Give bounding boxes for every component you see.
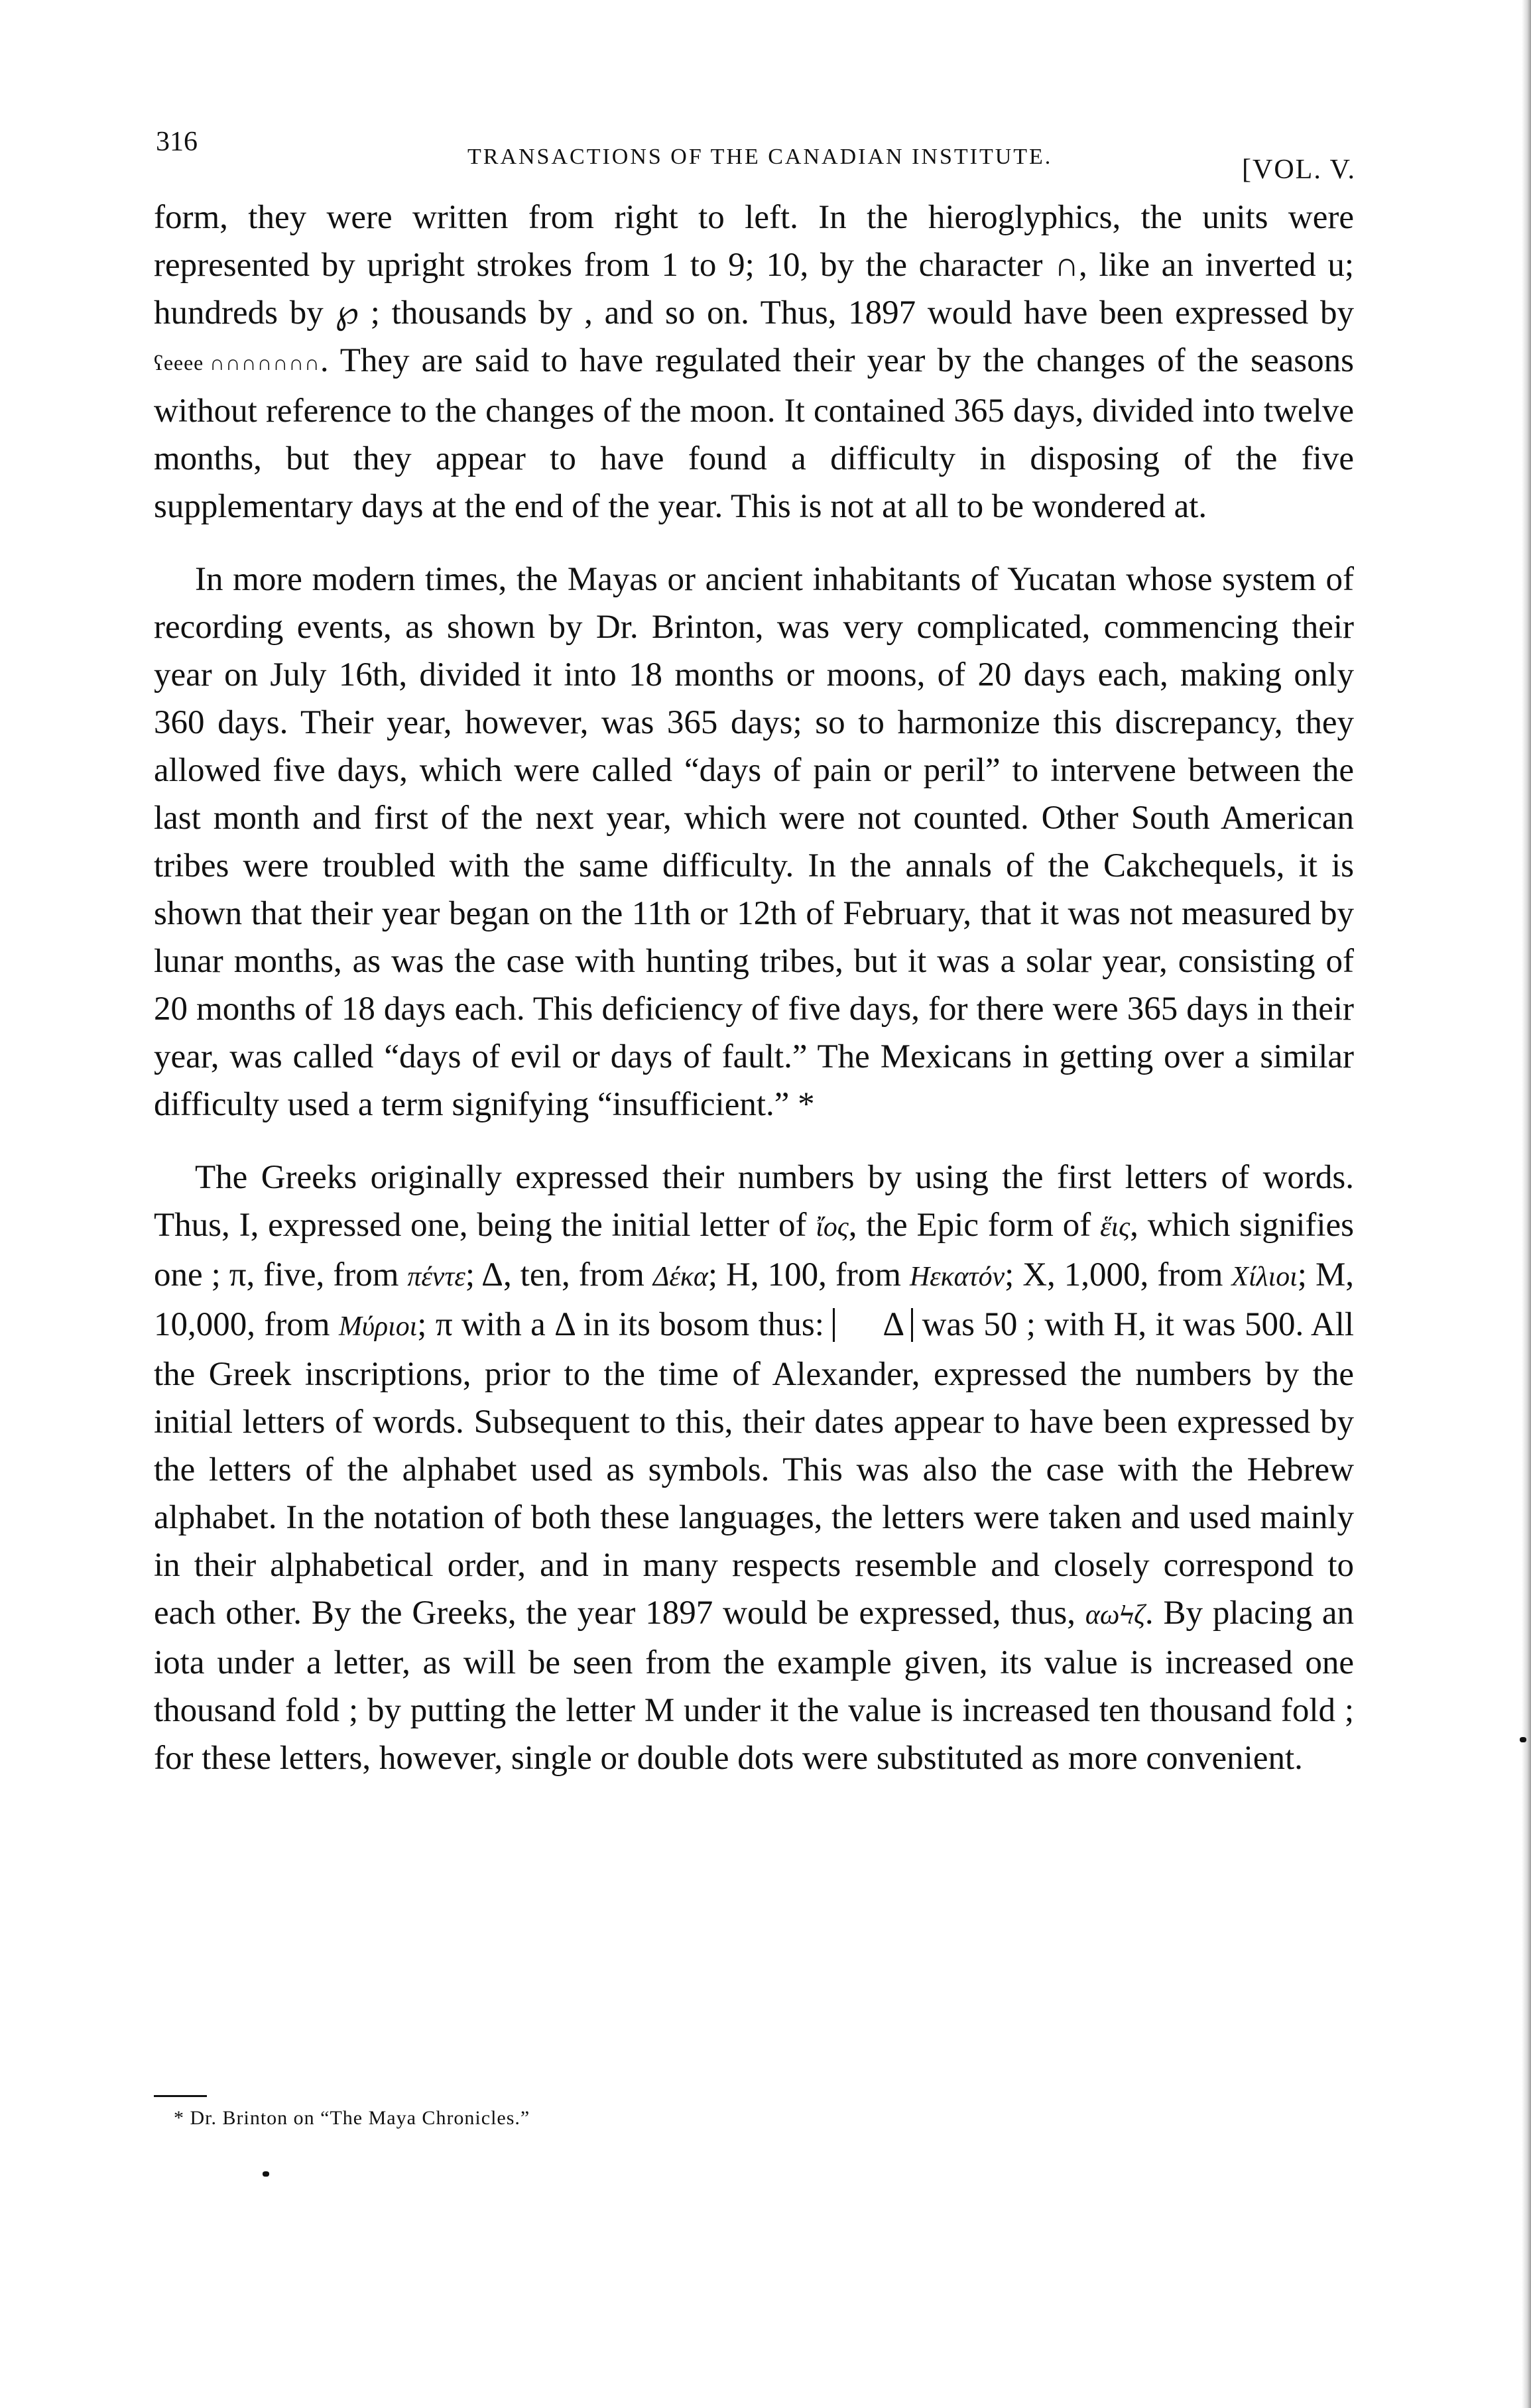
page-edge-shadow bbox=[1522, 0, 1531, 2408]
greek-word: Δέκα bbox=[652, 1262, 708, 1293]
footnote-rule bbox=[154, 2095, 207, 2097]
text-run: ; Δ, ten, from bbox=[465, 1256, 644, 1294]
volume-label: [VOL. V. bbox=[1242, 154, 1356, 185]
greek-word: Μύριοι bbox=[339, 1311, 418, 1343]
greek-numeral: αωϞζ bbox=[1085, 1600, 1145, 1631]
text-run: ; π with a Δ in its bosom thus: bbox=[417, 1306, 824, 1344]
boxed-delta-symbol: Δ bbox=[833, 1308, 913, 1342]
greek-word: ἕις bbox=[1100, 1212, 1131, 1243]
paragraph-greeks bbox=[154, 1154, 1354, 1782]
body-text bbox=[154, 194, 1354, 1782]
running-title: TRANSACTIONS OF THE CANADIAN INSTITUTE. bbox=[467, 145, 1053, 169]
paragraph-hieroglyphics bbox=[154, 194, 1354, 530]
text-run: ; H, 100, from bbox=[707, 1256, 901, 1294]
text-run: The Greeks originally expressed their numbers by using the first letters of words. Thus, I, expressed one, being the initial letter of bbox=[154, 1159, 1354, 1244]
hieroglyph-numeral: ʕeeee ∩∩∩∩∩∩∩ bbox=[154, 351, 320, 375]
text-run: was 50 ; with H, it was 500. All the Greek inscriptions, prior to the time of Alexander, expressed the numbers by the initial letters of words. Subsequent to this, their dates appear to have been expressed by the letters of the alphabet used as symbols. This was also the case with the Hebrew alphabet. In the notation of both these languages, the letters were taken and used mainly in their alphabetical order, and in many respects resemble and closely correspond to each other. By the Greeks, the year 1897 would be expressed, thus, bbox=[154, 1306, 1355, 1632]
text-run: form, they were written from right to left. In the hieroglyphics, the units were represented by upright strokes from 1 to 9; 10, by the character ∩, like an inverted u; hundreds by ℘ ; thousands by , and so on. Thus, 1897 would have been expressed by bbox=[154, 199, 1354, 331]
text-run: ; M, 10,000, from bbox=[154, 1256, 1355, 1344]
greek-word: πέντε bbox=[407, 1262, 465, 1293]
text-run: , the Epic form of bbox=[848, 1207, 1091, 1244]
text-run: , which signifies one ; π, five, from bbox=[154, 1207, 1355, 1294]
greek-word: Χίλιοι bbox=[1231, 1262, 1298, 1293]
text-run: . They are said to have regulated their year by the changes of the seasons without reference to the changes of the moon. It contained 365 days, divided into twelve months, but they appear to have found a difficulty in disposing of the five supplementary days at the end of the year. This is not at all to be wondered at. bbox=[154, 342, 1354, 526]
greek-word: ἴος bbox=[816, 1212, 849, 1243]
print-speck bbox=[263, 2171, 269, 2177]
paragraph-mayas bbox=[154, 556, 1354, 1128]
greek-word: Ηεκατόν bbox=[909, 1262, 1005, 1293]
text-run: . By placing an iota under a letter, as will be seen from the example given, its value is increased one thousand fold ; by putting the letter M under it the value is increased ten thousand fold ; for these letters, however, single or double dots were substituted as more convenient. bbox=[154, 1595, 1354, 1777]
page-number: 316 bbox=[156, 127, 198, 157]
page-header bbox=[156, 126, 1356, 199]
footnote: * Dr. Brinton on “The Maya Chronicles.” bbox=[174, 2107, 530, 2129]
text-run: ; X, 1,000, from bbox=[1005, 1256, 1223, 1294]
print-speck bbox=[1520, 1737, 1526, 1742]
text-run: In more modern times, the Mayas or ancient inhabitants of Yucatan whose system of recording events, as shown by Dr. Brinton, was very complicated, commencing their year on July 16th, divided it into 18 months or moons, of 20 days each, making only 360 days. Their year, however, was 365 days; so to harmonize this discrepancy, they allowed five days, which were called “days of pain or peril” to intervene between the last month and first of the next year, which were not counted. Other South American tribes were troubled with the same difficulty. In the annals of the Cakchequels, it is shown that their year began on the 11th or 12th of February, that it was not measured by lunar months, as was the case with hunting tribes, but it was a solar year, consisting of 20 months of 18 days each. This deficiency of five days, for there were 365 days in their year, was called “days of evil or days of fault.” The Mexicans in getting over a similar difficulty used a term signifying “insufficient.” * bbox=[154, 561, 1354, 1124]
